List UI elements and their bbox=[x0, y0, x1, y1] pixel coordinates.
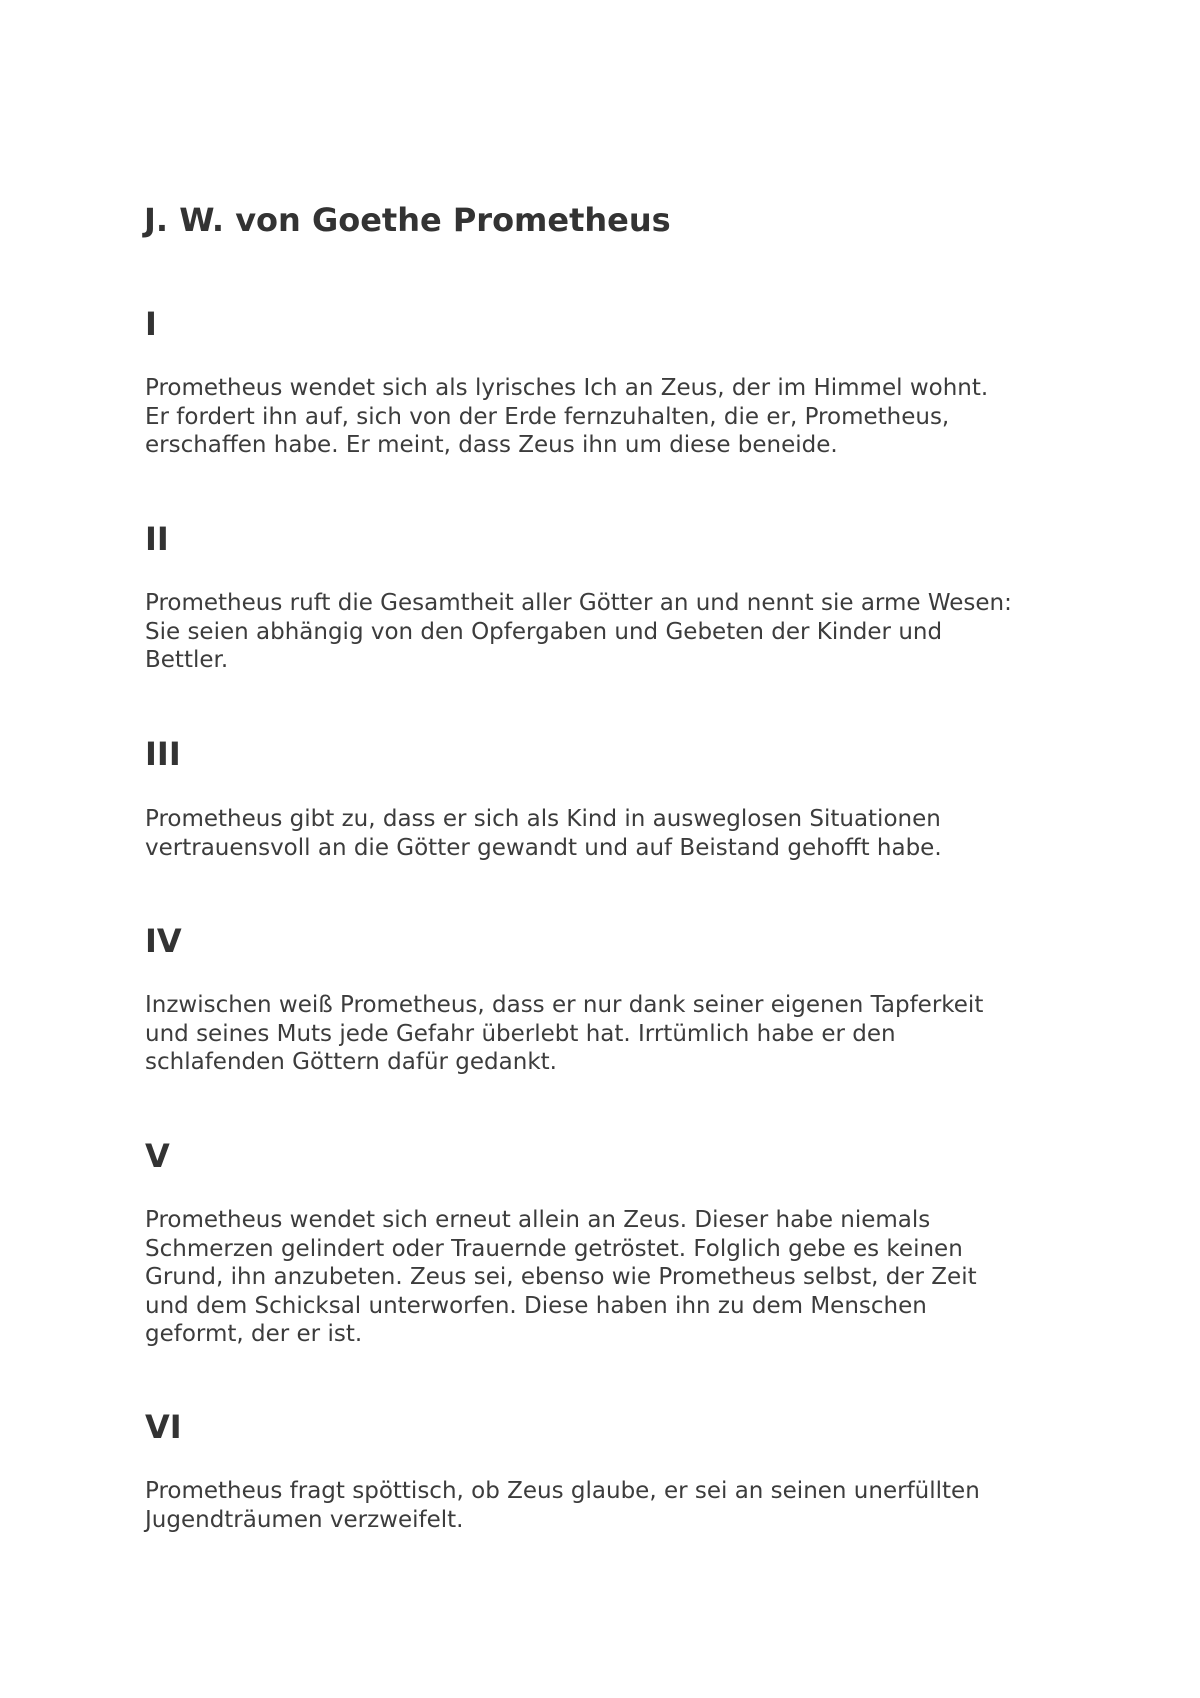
text-line: geformt, der er ist. bbox=[145, 1321, 363, 1347]
section-heading-6: VI bbox=[145, 1408, 182, 1446]
section-text-6 bbox=[145, 1477, 1085, 1534]
section-text-4 bbox=[145, 991, 1085, 1077]
text-line: Prometheus fragt spöttisch, ob Zeus glaube, er sei an seinen unerfüllten bbox=[145, 1478, 980, 1504]
text-line: Prometheus wendet sich als lyrisches Ich an Zeus, der im Himmel wohnt. bbox=[145, 375, 989, 401]
section-heading-2: II bbox=[145, 520, 169, 558]
text-line: Prometheus gibt zu, dass er sich als Kind in ausweglosen Situationen bbox=[145, 806, 941, 832]
document-title: J. W. von Goethe Prometheus bbox=[144, 201, 671, 239]
text-line: und dem Schicksal unterworfen. Diese haben ihn zu dem Menschen bbox=[145, 1292, 927, 1319]
text-line: und seines Muts jede Gefahr überlebt hat. Irrtümlich habe er den bbox=[145, 1020, 896, 1047]
section-heading-5: V bbox=[145, 1137, 170, 1175]
text-line: Er fordert ihn auf, sich von der Erde fernzuhalten, die er, Prometheus, bbox=[145, 403, 950, 430]
section-text-5 bbox=[145, 1206, 1085, 1349]
section-text-1 bbox=[145, 374, 1085, 460]
text-line: Prometheus ruft die Gesamtheit aller Götter an und nennt sie arme Wesen: bbox=[145, 590, 1012, 616]
text-line: vertrauensvoll an die Götter gewandt und auf Beistand gehofft habe. bbox=[145, 834, 942, 861]
section-heading-3: III bbox=[145, 735, 181, 773]
section-heading-1: I bbox=[145, 305, 157, 343]
text-line: Schmerzen gelindert oder Trauernde getröstet. Folglich gebe es keinen bbox=[145, 1235, 963, 1262]
text-line: schlafenden Göttern dafür gedankt. bbox=[145, 1049, 557, 1075]
text-line: Jugendträumen verzweifelt. bbox=[145, 1506, 464, 1533]
text-line: Bettler. bbox=[145, 647, 229, 673]
text-line: Grund, ihn anzubeten. Zeus sei, ebenso wie Prometheus selbst, der Zeit bbox=[145, 1264, 977, 1290]
text-line: erschaffen habe. Er meint, dass Zeus ihn um diese beneide. bbox=[145, 432, 838, 458]
text-line: Inzwischen weiß Prometheus, dass er nur dank seiner eigenen Tapferkeit bbox=[145, 992, 984, 1018]
section-text-2 bbox=[145, 589, 1085, 675]
text-line: Sie seien abhängig von den Opfergaben und Gebeten der Kinder und bbox=[145, 618, 943, 645]
text-line: Prometheus wendet sich erneut allein an Zeus. Dieser habe niemals bbox=[145, 1207, 931, 1233]
section-text-3 bbox=[145, 805, 1085, 862]
section-heading-4: IV bbox=[145, 922, 182, 960]
